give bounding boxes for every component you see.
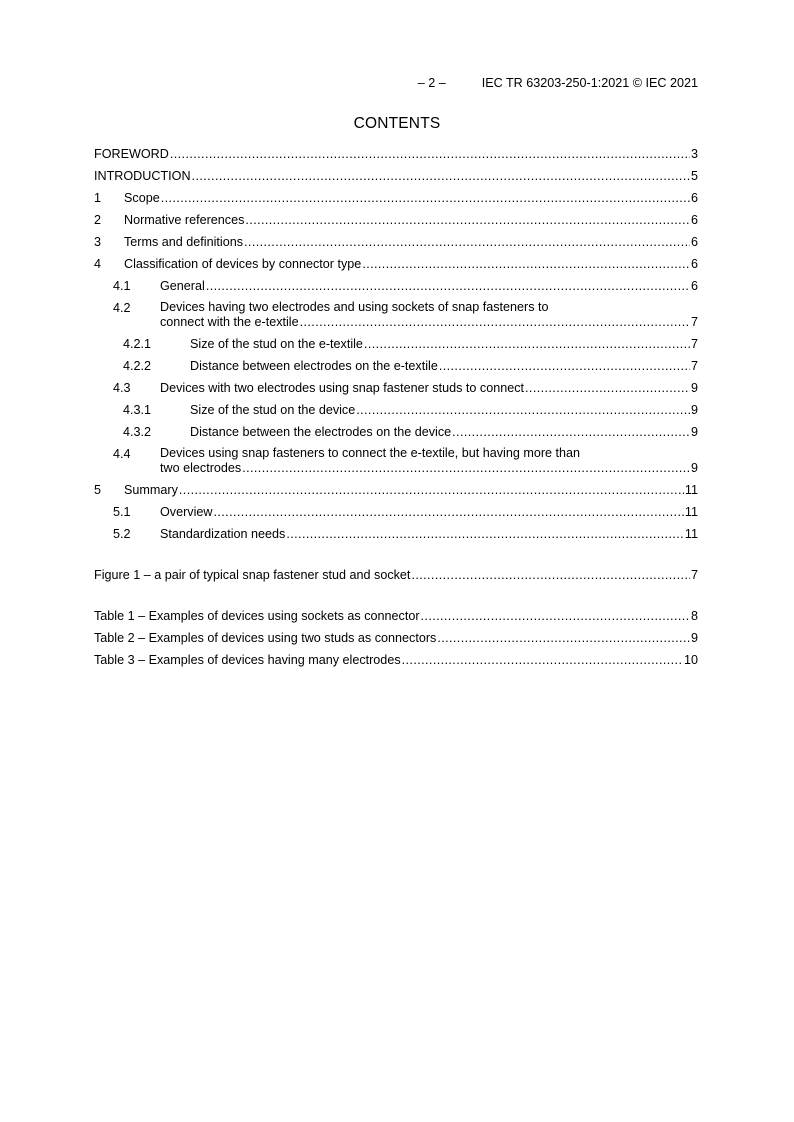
table-of-contents [94,144,698,672]
toc-entry-standardization-needs[interactable] [94,524,698,546]
toc-entry-two-electrodes-studs[interactable] [94,378,698,400]
page-header [418,76,698,90]
toc-page: 11 [684,483,698,497]
toc-page: 6 [690,279,698,293]
figure-list-entry[interactable] [94,565,698,587]
toc-page: 9 [690,403,698,417]
toc-label-line1: Devices having two electrodes and using sockets of snap fasteners to [160,300,549,314]
toc-label-line2: connect with the e-textile [160,315,299,329]
dot-leader [244,234,690,251]
toc-entry-summary[interactable] [94,480,698,502]
toc-number: 4.3.1 [123,403,152,417]
dot-leader [300,315,690,330]
figure-page: 7 [690,568,698,582]
dot-leader [437,630,690,647]
toc-entry-stud-size-device[interactable] [94,400,698,422]
dot-leader [242,461,690,476]
toc-label-line1: Devices using snap fasteners to connect the e-textile, but having more than [160,446,581,460]
toc-entry-electrode-distance-device[interactable] [94,422,698,444]
toc-page: 11 [684,505,698,519]
dot-leader [439,358,690,375]
toc-number: 5 [94,483,102,497]
contents-title: CONTENTS [353,115,441,132]
dot-leader [411,567,690,584]
toc-entry-normative-references[interactable] [94,210,698,232]
toc-entry-introduction[interactable] [94,166,698,188]
table-page: 8 [690,609,698,623]
toc-page: 6 [690,235,698,249]
toc-number: 3 [94,235,102,249]
dot-leader [206,278,690,295]
toc-label: Distance between electrodes on the e-textile [190,359,438,373]
toc-entry-more-electrodes[interactable] [94,444,698,480]
toc-page: 7 [690,359,698,373]
dot-leader [170,146,690,163]
toc-label: Size of the stud on the e-textile [190,337,363,351]
toc-entry-electrode-distance-etextile[interactable] [94,356,698,378]
toc-label: General [160,279,205,293]
toc-number: 2 [94,213,102,227]
toc-entry-foreword[interactable] [94,144,698,166]
toc-label: Normative references [124,213,245,227]
toc-entry-two-electrodes-sockets[interactable] [94,298,698,334]
document-id: IEC TR 63203-250-1:2021 © IEC 2021 [481,76,698,90]
toc-number: 4.3 [113,381,131,395]
toc-number: 4.1 [113,279,131,293]
dot-leader [364,336,690,353]
toc-entry-terms-definitions[interactable] [94,232,698,254]
toc-label: Devices with two electrodes using snap fastener studs to connect [160,381,525,395]
table-page: 9 [690,631,698,645]
toc-page: 9 [690,381,698,395]
toc-page: 9 [690,425,698,439]
dot-leader [525,380,690,397]
table-label: Table 1 – Examples of devices using sockets as connector [94,609,420,623]
dot-leader [286,526,684,543]
toc-entry-overview[interactable] [94,502,698,524]
toc-entry-classification[interactable] [94,254,698,276]
toc-page: 6 [690,191,698,205]
toc-number: 4.3.2 [123,425,152,439]
toc-page: 11 [684,527,698,541]
toc-page: 6 [690,213,698,227]
toc-number: 4.2.2 [123,359,152,373]
toc-number: 4 [94,257,102,271]
table-label: Table 3 – Examples of devices having many electrodes [94,653,401,667]
toc-page: 3 [690,147,698,161]
table-list-entry[interactable] [94,606,698,628]
toc-number: 5.2 [113,527,131,541]
toc-label: Classification of devices by connector type [124,257,362,271]
toc-label: Distance between the electrodes on the device [190,425,452,439]
dot-leader [161,190,690,207]
toc-label-line2: two electrodes [160,461,242,475]
dot-leader [362,256,690,273]
toc-label: Scope [124,191,160,205]
spacer [94,587,698,606]
dot-leader [179,482,684,499]
toc-number: 4.2 [113,301,131,315]
figure-label: Figure 1 – a pair of typical snap fastener stud and socket [94,568,411,582]
toc-number: 4.2.1 [123,337,152,351]
dot-leader [402,652,683,669]
toc-page: 9 [690,461,698,475]
toc-page: 7 [690,315,698,329]
dot-leader [213,504,683,521]
toc-number: 1 [94,191,102,205]
toc-label: Size of the stud on the device [190,403,356,417]
page-marker: – 2 – [417,76,446,90]
dot-leader [245,212,690,229]
table-page: 10 [683,653,698,667]
toc-entry-stud-size-etextile[interactable] [94,334,698,356]
dot-leader [452,424,690,441]
toc-label: Overview [160,505,213,519]
toc-label: FOREWORD [94,147,169,161]
table-list-entry[interactable] [94,628,698,650]
toc-number: 5.1 [113,505,131,519]
dot-leader [356,402,690,419]
toc-page: 6 [690,257,698,271]
dot-leader [192,168,690,185]
toc-label: INTRODUCTION [94,169,191,183]
toc-label: Standardization needs [160,527,286,541]
toc-label: Summary [124,483,178,497]
spacer [94,546,698,565]
toc-entry-general[interactable] [94,276,698,298]
toc-number: 4.4 [113,447,131,461]
toc-page: 7 [690,337,698,351]
toc-entry-scope[interactable] [94,188,698,210]
dot-leader [421,608,690,625]
toc-page: 5 [690,169,698,183]
toc-label: Terms and definitions [124,235,244,249]
table-label: Table 2 – Examples of devices using two studs as connectors [94,631,437,645]
table-list-entry[interactable] [94,650,698,672]
